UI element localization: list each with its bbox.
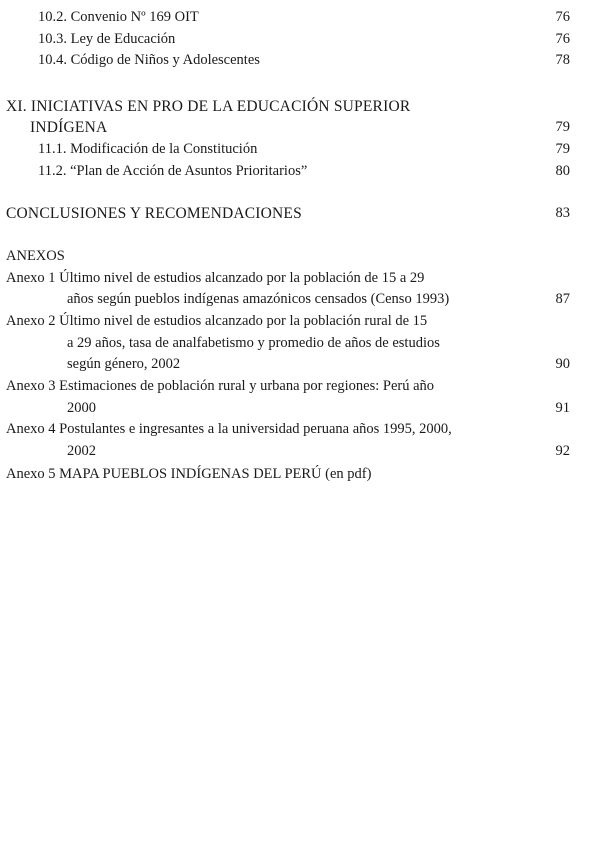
toc-page-annex-3: 91 [555, 400, 570, 416]
toc-annex-2-cont: a 29 años, tasa de analfabetismo y promedio de años de estudios [67, 335, 440, 351]
toc-page-10-2: 76 [555, 9, 570, 25]
toc-annex-2: Anexo 2 Último nivel de estudios alcanzado por la población rural de 15 [6, 313, 428, 329]
toc-annex-1-cont: años según pueblos indígenas amazónicos censados (Censo 1993) [67, 291, 450, 307]
toc-annex-4-cont: 2002 [67, 443, 96, 459]
toc-page-11-2: 80 [555, 163, 570, 179]
toc-conclusions: CONCLUSIONES Y RECOMENDACIONES [6, 205, 302, 222]
toc-page-11: 79 [555, 119, 570, 135]
toc-page-10-3: 76 [555, 31, 570, 47]
toc-annex-5: Anexo 5 MAPA PUEBLOS INDÍGENAS DEL PERÚ (en pdf) [6, 466, 372, 482]
toc-page-11-1: 79 [555, 141, 570, 157]
toc-entry-10-4: 10.4. Código de Niños y Adolescentes [38, 52, 260, 68]
toc-entry-11-2: 11.2. “Plan de Acción de Asuntos Prioritarios” [38, 163, 308, 179]
toc-annex-2-cont2: según género, 2002 [67, 356, 181, 372]
toc-entry-10-3: 10.3. Ley de Educación [38, 31, 176, 47]
toc-page-10-4: 78 [555, 52, 570, 68]
toc-page-conclusions: 83 [555, 205, 570, 221]
toc-entry-11-1: 11.1. Modificación de la Constitución [38, 141, 258, 157]
toc-page-annex-4: 92 [555, 443, 570, 459]
toc-annex-4: Anexo 4 Postulantes e ingresantes a la universidad peruana años 1995, 2000, [6, 421, 452, 437]
toc-annex-3-cont: 2000 [67, 400, 96, 416]
toc-heading-11-cont: INDÍGENA [30, 119, 108, 136]
toc-page-annex-2: 90 [555, 356, 570, 372]
toc-annex-3: Anexo 3 Estimaciones de población rural y urbana por regiones: Perú año [6, 378, 435, 394]
toc-annex-1: Anexo 1 Último nivel de estudios alcanzado por la población de 15 a 29 [6, 270, 425, 286]
toc-entry-10-2: 10.2. Convenio Nº 169 OIT [38, 9, 199, 25]
toc-page-annex-1: 87 [555, 291, 570, 307]
toc-heading-11: XI. INICIATIVAS EN PRO DE LA EDUCACIÓN SUPERIOR [6, 98, 411, 115]
toc-annexes-heading: ANEXOS [6, 248, 65, 264]
